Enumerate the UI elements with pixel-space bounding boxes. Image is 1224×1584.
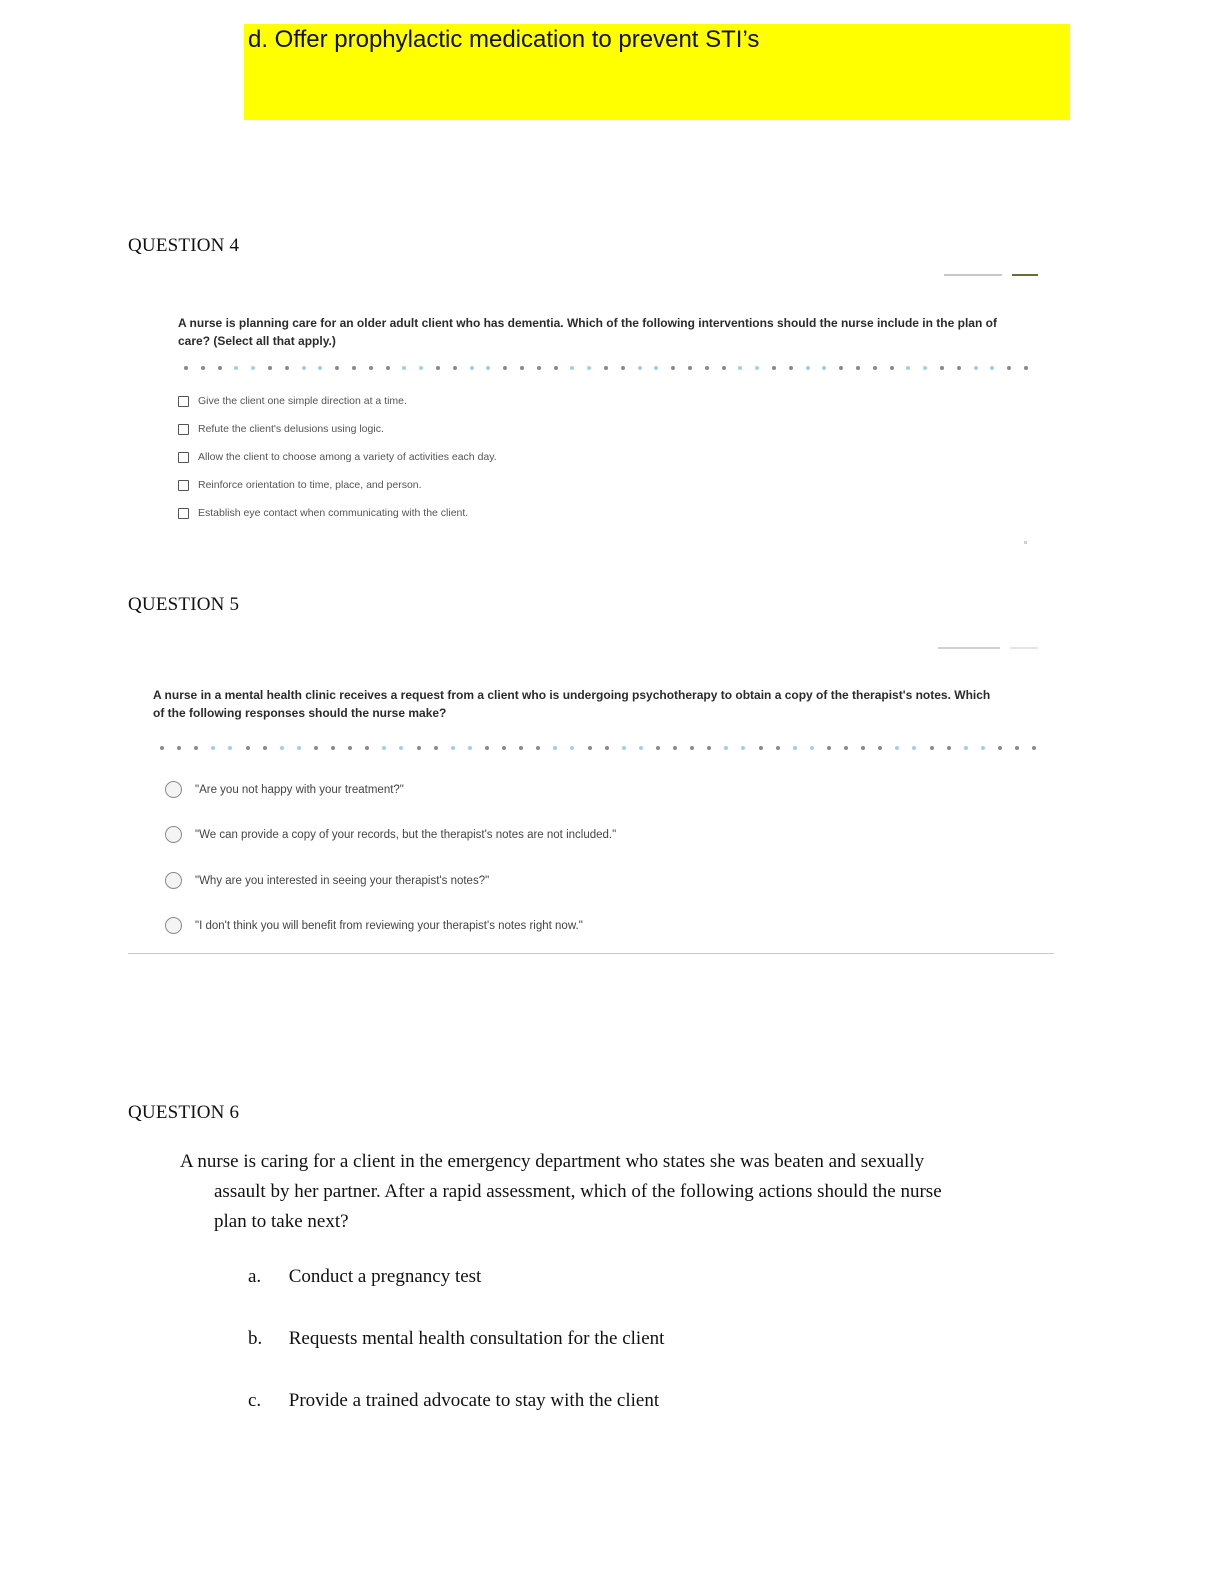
separator-dot bbox=[194, 746, 198, 750]
question-5-option-4[interactable] bbox=[165, 917, 583, 934]
separator-dot bbox=[402, 366, 406, 370]
separator-dot bbox=[285, 366, 289, 370]
separator-dot bbox=[671, 366, 675, 370]
separator-dot bbox=[280, 746, 284, 750]
option-label: Establish eye contact when communicating with the client. bbox=[198, 507, 469, 519]
separator-dot bbox=[810, 746, 814, 750]
separator-dot bbox=[673, 746, 677, 750]
question-4-heading: QUESTION 4 bbox=[128, 235, 240, 256]
separator-dot bbox=[724, 746, 728, 750]
separator-dot bbox=[639, 746, 643, 750]
separator-dot bbox=[622, 746, 626, 750]
checkbox[interactable] bbox=[178, 396, 189, 407]
separator-dot bbox=[873, 366, 877, 370]
separator-dot bbox=[386, 366, 390, 370]
question-5-heading: QUESTION 5 bbox=[128, 594, 240, 615]
separator-dot bbox=[486, 366, 490, 370]
separator-dot bbox=[382, 746, 386, 750]
separator-dot bbox=[654, 366, 658, 370]
separator-dot bbox=[570, 366, 574, 370]
question-4-prompt-line-2: care? (Select all that apply.) bbox=[178, 334, 336, 348]
separator-dot bbox=[503, 366, 507, 370]
checkbox[interactable] bbox=[178, 452, 189, 463]
option-label: Reinforce orientation to time, place, and person. bbox=[198, 479, 422, 491]
separator-dot bbox=[998, 746, 1002, 750]
separator-dot bbox=[348, 746, 352, 750]
separator-dot bbox=[536, 746, 540, 750]
separator-dot bbox=[890, 366, 894, 370]
option-label: Give the client one simple direction at a time. bbox=[198, 395, 407, 407]
answer-highlight-text: d. Offer prophylactic medication to prevent STI’s bbox=[248, 26, 760, 53]
separator-dot bbox=[930, 746, 934, 750]
checkbox[interactable] bbox=[178, 480, 189, 491]
separator-dot bbox=[570, 746, 574, 750]
separator-dot bbox=[621, 366, 625, 370]
checkbox[interactable] bbox=[178, 424, 189, 435]
separator-dot bbox=[707, 746, 711, 750]
separator-dot bbox=[1007, 366, 1011, 370]
question-4-option-2[interactable] bbox=[178, 423, 384, 435]
separator-dot bbox=[822, 366, 826, 370]
separator-dot bbox=[553, 746, 557, 750]
option-label: "I don't think you will benefit from reviewing your therapist's notes right now." bbox=[195, 919, 583, 932]
separator-dot bbox=[399, 746, 403, 750]
separator-dot bbox=[436, 366, 440, 370]
separator-dot bbox=[844, 746, 848, 750]
separator-dot bbox=[201, 366, 205, 370]
separator-dot bbox=[318, 366, 322, 370]
question-6-heading: QUESTION 6 bbox=[128, 1102, 240, 1123]
question-6-choice-b[interactable] bbox=[248, 1328, 664, 1350]
separator-dot bbox=[160, 746, 164, 750]
question-4-progress-dashes bbox=[944, 274, 1040, 276]
separator-dot bbox=[246, 746, 250, 750]
radio-button[interactable] bbox=[165, 826, 182, 843]
separator-dot bbox=[1015, 746, 1019, 750]
question-4-prompt bbox=[178, 314, 1058, 350]
separator-dot bbox=[947, 746, 951, 750]
separator-dot bbox=[520, 366, 524, 370]
separator-dot bbox=[1024, 366, 1028, 370]
choice-text: Provide a trained advocate to stay with the client bbox=[288, 1390, 660, 1411]
checkbox[interactable] bbox=[178, 508, 189, 519]
question-6-stem bbox=[180, 1147, 1020, 1237]
separator-dot bbox=[417, 746, 421, 750]
question-5-option-3[interactable] bbox=[165, 872, 489, 889]
separator-dot bbox=[297, 746, 301, 750]
separator-dot bbox=[352, 366, 356, 370]
separator-dot bbox=[604, 366, 608, 370]
section-divider bbox=[128, 953, 1054, 954]
separator-dot bbox=[519, 746, 523, 750]
separator-dot bbox=[705, 366, 709, 370]
option-label: "We can provide a copy of your records, but the therapist's notes are not included." bbox=[195, 828, 617, 841]
separator-dot bbox=[177, 746, 181, 750]
option-label: "Why are you interested in seeing your therapist's notes?" bbox=[195, 874, 490, 887]
separator-dot bbox=[434, 746, 438, 750]
question-5-option-1[interactable] bbox=[165, 781, 404, 798]
separator-dot bbox=[263, 746, 267, 750]
question-4-option-1[interactable] bbox=[178, 395, 407, 407]
question-4-prompt-line-1: A nurse is planning care for an older adult client who has dementia. Which of the following interventions should the nurse include in the plan of bbox=[178, 316, 997, 330]
question-4-option-3[interactable] bbox=[178, 451, 497, 463]
question-5-prompt-line-1: A nurse in a mental health clinic receives a request from a client who is undergoing psychotherapy to obtain a copy of the therapist's notes. Which bbox=[153, 688, 991, 702]
separator-dot bbox=[588, 746, 592, 750]
question-5-dot-separator bbox=[160, 746, 1030, 752]
question-6-stem-line-2: assault by her partner. After a rapid assessment, which of the following actions should the nurse bbox=[214, 1181, 942, 1202]
separator-dot bbox=[861, 746, 865, 750]
separator-dot bbox=[688, 366, 692, 370]
separator-dot bbox=[878, 746, 882, 750]
separator-dot bbox=[990, 366, 994, 370]
separator-dot bbox=[759, 746, 763, 750]
question-6-stem-line-1: A nurse is caring for a client in the emergency department who states she was beaten and sexually bbox=[180, 1151, 925, 1172]
separator-dot bbox=[839, 366, 843, 370]
question-4-option-5[interactable] bbox=[178, 507, 468, 519]
option-label: Refute the client's delusions using logic. bbox=[198, 423, 384, 435]
question-5-prompt bbox=[153, 686, 1053, 722]
separator-dot bbox=[211, 746, 215, 750]
separator-dot bbox=[974, 366, 978, 370]
separator-dot bbox=[827, 746, 831, 750]
separator-dot bbox=[638, 366, 642, 370]
separator-dot bbox=[470, 366, 474, 370]
separator-dot bbox=[722, 366, 726, 370]
separator-dot bbox=[419, 366, 423, 370]
separator-dot bbox=[793, 746, 797, 750]
separator-dot bbox=[468, 746, 472, 750]
separator-dot bbox=[335, 366, 339, 370]
question-4-dot-separator bbox=[184, 366, 1034, 372]
separator-dot bbox=[268, 366, 272, 370]
choice-letter: c. bbox=[248, 1390, 262, 1411]
separator-dot bbox=[940, 366, 944, 370]
separator-dot bbox=[906, 366, 910, 370]
radio-button[interactable] bbox=[165, 917, 182, 934]
question-4-option-4[interactable] bbox=[178, 479, 422, 491]
separator-dot bbox=[856, 366, 860, 370]
answer-highlight bbox=[244, 24, 1070, 120]
separator-dot bbox=[365, 746, 369, 750]
separator-dot bbox=[789, 366, 793, 370]
radio-button[interactable] bbox=[165, 872, 182, 889]
separator-dot bbox=[234, 366, 238, 370]
separator-dot bbox=[228, 746, 232, 750]
separator-dot bbox=[964, 746, 968, 750]
separator-dot bbox=[502, 746, 506, 750]
separator-dot bbox=[302, 366, 306, 370]
separator-dot bbox=[755, 366, 759, 370]
option-label: Allow the client to choose among a variety of activities each day. bbox=[198, 451, 497, 463]
separator-dot bbox=[741, 746, 745, 750]
separator-dot bbox=[369, 366, 373, 370]
separator-dot bbox=[957, 366, 961, 370]
separator-dot bbox=[923, 366, 927, 370]
separator-dot bbox=[251, 366, 255, 370]
separator-dot bbox=[218, 366, 222, 370]
separator-dot bbox=[772, 366, 776, 370]
separator-dot bbox=[776, 746, 780, 750]
question-6-choice-c[interactable] bbox=[248, 1390, 659, 1412]
separator-dot bbox=[331, 746, 335, 750]
separator-dot bbox=[1032, 746, 1036, 750]
question-5-option-2[interactable] bbox=[165, 826, 616, 843]
question-6-choice-a[interactable] bbox=[248, 1266, 481, 1288]
separator-dot bbox=[453, 366, 457, 370]
question-5-progress-dashes bbox=[938, 647, 1038, 649]
separator-dot bbox=[537, 366, 541, 370]
separator-dot bbox=[451, 746, 455, 750]
separator-dot bbox=[738, 366, 742, 370]
separator-dot bbox=[912, 746, 916, 750]
separator-dot bbox=[485, 746, 489, 750]
separator-dot bbox=[981, 746, 985, 750]
choice-letter: a. bbox=[248, 1266, 262, 1287]
option-label: "Are you not happy with your treatment?" bbox=[195, 783, 404, 796]
question-6-stem-line-3: plan to take next? bbox=[214, 1211, 349, 1232]
choice-text: Requests mental health consultation for the client bbox=[288, 1328, 665, 1349]
separator-dot bbox=[554, 366, 558, 370]
separator-dot bbox=[587, 366, 591, 370]
separator-dot bbox=[314, 746, 318, 750]
separator-dot bbox=[184, 366, 188, 370]
choice-letter: b. bbox=[248, 1328, 263, 1349]
separator-dot bbox=[690, 746, 694, 750]
separator-dot bbox=[806, 366, 810, 370]
radio-button[interactable] bbox=[165, 781, 182, 798]
separator-dot bbox=[605, 746, 609, 750]
separator-dot bbox=[656, 746, 660, 750]
separator-dot bbox=[895, 746, 899, 750]
question-5-prompt-line-2: of the following responses should the nurse make? bbox=[153, 706, 447, 720]
choice-text: Conduct a pregnancy test bbox=[288, 1266, 482, 1287]
cursor-mark bbox=[1024, 541, 1027, 544]
